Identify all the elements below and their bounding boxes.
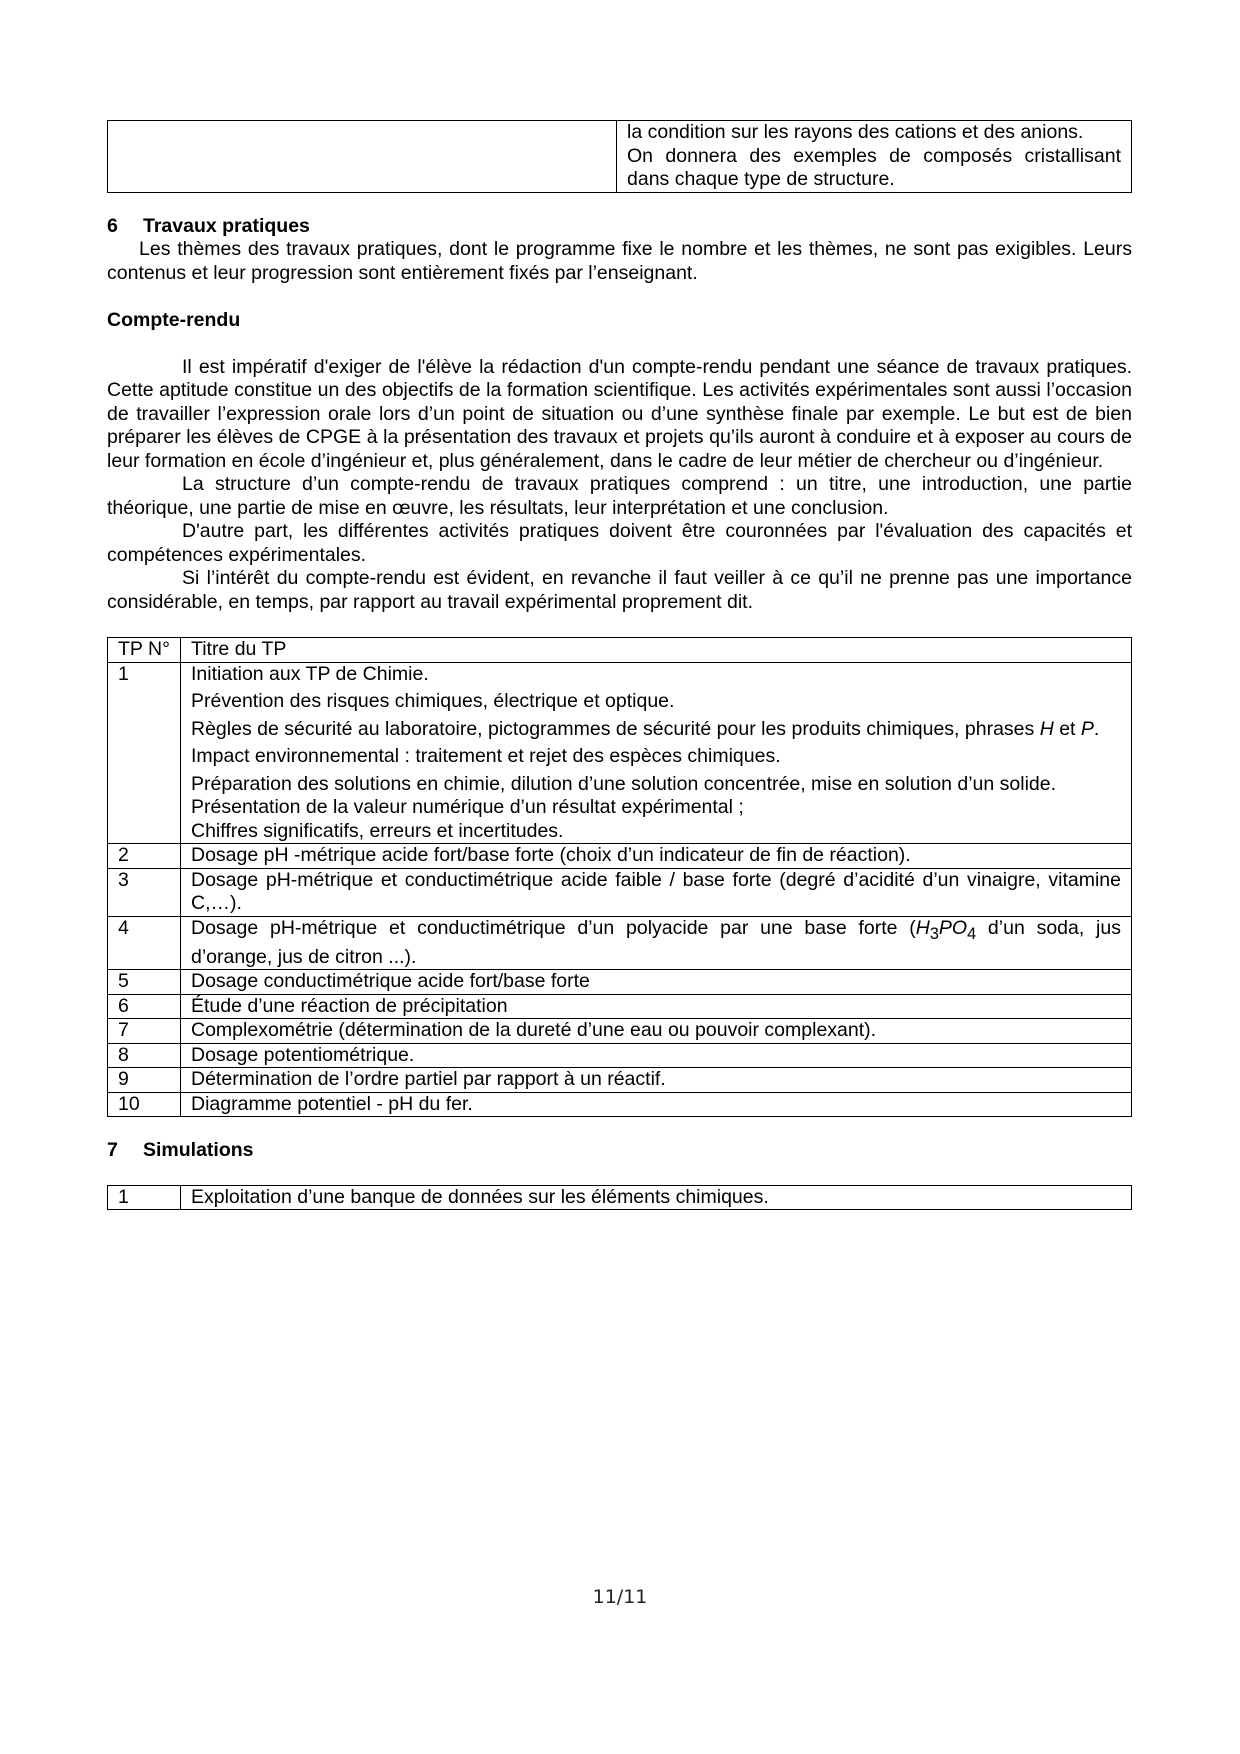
cell-line: la condition sur les rayons des cations et des anions. (627, 121, 1084, 143)
tp-title: Étude d’une réaction de précipitation (181, 994, 1132, 1019)
tp-line-text: Règles de sécurité au laboratoire, pictogrammes de sécurité pour les produits chimiques, phrases (191, 717, 1035, 740)
table-header-row (108, 638, 1132, 663)
formula-sub-4: 4 (967, 924, 977, 943)
compte-rendu-body (107, 356, 1132, 615)
section-number: 6 (107, 214, 118, 237)
header-tp-title: Titre du TP (181, 638, 1132, 663)
subheading-compte-rendu: Compte-rendu (107, 309, 241, 331)
table-row (108, 1068, 1132, 1093)
header-tp-number: TP N° (108, 638, 181, 663)
table-row (108, 916, 1132, 970)
tp-line: Chiffres significatifs, erreurs et incertitudes. (191, 819, 564, 842)
tp-title: Complexométrie (détermination de la dureté d’une eau ou pouvoir complexant). (181, 1019, 1132, 1044)
table-row (108, 1185, 1132, 1210)
sim-title: Exploitation d’une banque de données sur les éléments chimiques. (181, 1185, 1132, 1210)
tp-number: 4 (108, 916, 181, 970)
table-row (108, 868, 1132, 916)
table-row (108, 994, 1132, 1019)
tp-number: 3 (108, 868, 181, 916)
document-page (107, 120, 1132, 1210)
table-row (108, 844, 1132, 869)
phrase-h: H (1039, 717, 1054, 740)
tp-number: 1 (108, 662, 181, 844)
tp-line: Impact environnemental : traitement et rejet des espèces chimiques. (191, 745, 781, 767)
section-heading-7 (107, 1139, 1132, 1163)
tp-title: Dosage pH -métrique acide fort/base forte (choix d’un indicateur de fin de réaction). (181, 844, 1132, 869)
tp-number: 9 (108, 1068, 181, 1093)
tp-title: Dosage potentiométrique. (181, 1043, 1132, 1068)
intro-paragraph: Les thèmes des travaux pratiques, dont le programme fixe le nombre et les thèmes, ne sont pas exigibles. Leurs contenus et leur progression sont entièrement fixés par l’enseignant. (107, 238, 1132, 284)
formula-h: H (915, 916, 930, 939)
page-number: 11/11 (592, 1586, 648, 1608)
tp-number: 2 (108, 844, 181, 869)
tp-title: Détermination de l’ordre partiel par rapport à un réactif. (181, 1068, 1132, 1093)
tp-title (181, 662, 1132, 844)
table-row (108, 1092, 1132, 1117)
section-title: Travaux pratiques (143, 214, 310, 237)
tp-line: Préparation des solutions en chimie, dilution d’une solution concentrée, mise en solution d’un solide. (191, 772, 1057, 795)
tp-number: 10 (108, 1092, 181, 1117)
table-row (108, 970, 1132, 995)
tp-title-text: Dosage pH-métrique et conductimétrique d’un polyacide par une base forte ( (191, 916, 916, 939)
section-title: Simulations (143, 1139, 254, 1162)
tp-line: Initiation aux TP de Chimie. (191, 662, 429, 685)
empty-cell (108, 121, 617, 193)
tp-line: Présentation de la valeur numérique d’un résultat expérimental ; (191, 796, 744, 818)
formula-sub-3: 3 (929, 924, 939, 943)
phrase-p: P (1080, 717, 1094, 740)
cell-line: On donnera des exemples de composés cristallisant dans chaque type de structure. (627, 144, 1121, 190)
tp-title: Dosage pH-métrique et conductimétrique acide faible / base forte (degré d’acidité d’un vinaigre, vitamine C,…). (181, 868, 1132, 916)
formula-po: PO (938, 916, 968, 939)
paragraph: La structure d’un compte-rendu de travaux pratiques comprend : un titre, une introduction, une partie théorique, une partie de mise en œuvre, les résultats, leur interprétation et une conclusion. (107, 473, 1132, 519)
table-cell (617, 121, 1132, 193)
tp-line: Règles de sécurité au laboratoire, pictogrammes de sécurité pour les produits chimiques, phrases H et P. (191, 717, 1100, 740)
table-row (108, 1019, 1132, 1044)
tp-number: 7 (108, 1019, 181, 1044)
tp-number: 5 (108, 970, 181, 995)
simulations-table (107, 1185, 1132, 1211)
table-row (108, 121, 1132, 193)
table-row (108, 1043, 1132, 1068)
table-row (108, 662, 1132, 844)
conjunction: et (1059, 717, 1076, 740)
paragraph: Il est impératif d'exiger de l'élève la rédaction d'un compte-rendu pendant une séance de travaux pratiques. Cette aptitude constitue un des objectifs de la formation scientifique. Les activités expérimentales sont aussi l’occasion de travailler l’expression orale lors d’un point de situation ou d’une synthèse finale par exemple. Le but est de bien préparer les élèves de CPGE à la présentation des travaux et projets qu’ils auront à conduire et à exposer au cours de leur formation en école d’ingénieur et, plus généralement, dans le cadre de leur métier de chercheur ou d’ingénieur. (107, 355, 1132, 472)
tp-title-text: d’un soda, jus d’orange, jus de citron ...). (191, 916, 1121, 968)
tp-title: Dosage conductimétrique acide fort/base forte (181, 970, 1132, 995)
tp-line: Prévention des risques chimiques, électrique et optique. (191, 690, 675, 712)
tp-table (107, 637, 1132, 1117)
section-heading-6 (107, 215, 1132, 239)
paragraph: D'autre part, les différentes activités pratiques doivent être couronnées par l'évaluation des capacités et compétences expérimentales. (107, 520, 1132, 566)
continued-table (107, 120, 1132, 193)
section-number: 7 (107, 1139, 118, 1162)
paragraph: Si l’intérêt du compte-rendu est évident, en revanche il faut veiller à ce qu’il ne prenne pas une importance considérable, en temps, par rapport au travail expérimental proprement dit. (107, 567, 1132, 613)
tp-title (181, 916, 1132, 970)
tp-title: Diagramme potentiel - pH du fer. (181, 1092, 1132, 1117)
sim-number: 1 (108, 1185, 181, 1210)
tp-number: 8 (108, 1043, 181, 1068)
tp-number: 6 (108, 994, 181, 1019)
